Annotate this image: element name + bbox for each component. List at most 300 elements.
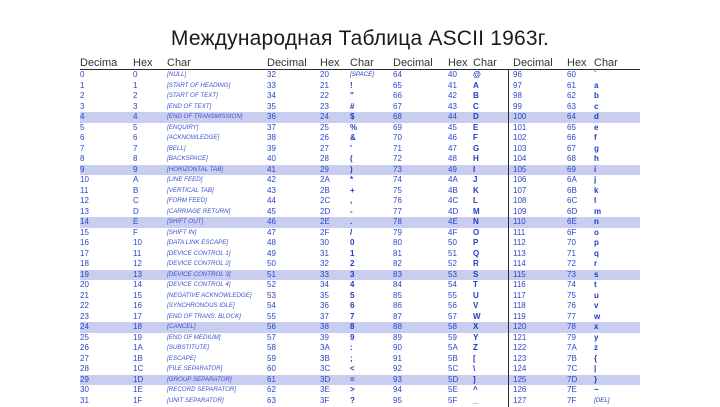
char-cell: @ [473, 70, 481, 79]
decimal-cell: 25 [80, 332, 89, 342]
hex-cell: 2F [320, 227, 330, 237]
char-cell: [END OF TEXT] [167, 102, 212, 110]
table-row [80, 291, 640, 302]
char-cell: ? [350, 395, 355, 405]
decimal-cell: 23 [80, 311, 89, 321]
table-row [80, 333, 640, 344]
decimal-cell: 90 [393, 343, 402, 352]
char-cell: [GROUP SEPARATOR] [167, 375, 232, 383]
decimal-cell: 68 [393, 112, 402, 121]
decimal-cell: 57 [267, 332, 276, 342]
char-cell: + [350, 185, 355, 195]
decimal-cell: 121 [513, 332, 527, 342]
char-cell: = [350, 374, 355, 384]
char-cell: r [594, 259, 598, 268]
decimal-cell: 74 [393, 175, 402, 184]
char-cell: [END OF TRANSMISSION] [167, 113, 243, 120]
char-cell: z [594, 343, 598, 352]
hex-cell: 27 [320, 143, 329, 153]
hex-cell: 77 [567, 311, 576, 321]
hex-cell: 23 [320, 101, 329, 111]
decimal-cell: 17 [80, 248, 89, 258]
decimal-cell: 93 [393, 374, 402, 384]
char-cell: O [473, 227, 480, 237]
hex-cell: 6A [567, 175, 577, 184]
hex-cell: 75 [567, 290, 576, 300]
decimal-cell: 18 [80, 259, 89, 268]
decimal-cell: 31 [80, 395, 89, 405]
char-cell: G [473, 143, 480, 153]
char-cell: ] [473, 374, 476, 384]
header-char-3: Char [473, 57, 497, 69]
char-cell: F [473, 133, 478, 142]
hex-cell: 6 [133, 133, 138, 142]
char-cell: 8 [350, 322, 355, 331]
hex-cell: 52 [448, 259, 457, 268]
hex-cell: 20 [320, 70, 329, 79]
table-row [80, 91, 640, 102]
decimal-cell: 3 [80, 101, 85, 111]
table-row [80, 102, 640, 113]
table-header [80, 57, 640, 70]
table-row [80, 301, 640, 312]
char-cell: h [594, 154, 599, 163]
table-row [80, 249, 640, 260]
char-cell: [DEL] [594, 396, 610, 404]
hex-cell: 8 [133, 154, 138, 163]
hex-cell: 28 [320, 154, 329, 163]
hex-cell: 46 [448, 133, 457, 142]
decimal-cell: 84 [393, 280, 402, 289]
char-cell: [RECORD SEPARATOR] [167, 386, 237, 393]
hex-cell: 1E [133, 385, 143, 394]
hex-cell: 24 [320, 112, 329, 121]
char-cell: I [473, 164, 476, 174]
char-cell: q [594, 248, 599, 258]
char-cell: " [350, 91, 354, 100]
char-cell: \ [473, 364, 476, 373]
decimal-cell: 92 [393, 364, 402, 373]
char-cell: [NEGATIVE ACKNOWLEDGE] [167, 291, 252, 299]
decimal-cell: 28 [80, 364, 89, 373]
decimal-cell: 66 [393, 91, 402, 100]
char-cell: o [594, 227, 599, 237]
decimal-cell: 98 [513, 91, 522, 100]
hex-cell: 2C [320, 196, 331, 205]
char-cell: [DATA LINK ESCAPE] [167, 239, 229, 246]
decimal-cell: 30 [80, 385, 89, 394]
char-cell: C [473, 101, 479, 111]
char-cell: [CANCEL] [167, 323, 196, 330]
hex-cell: 26 [320, 133, 329, 142]
char-cell: 6 [350, 301, 355, 310]
hex-cell: 30 [320, 238, 329, 247]
char-cell: { [594, 353, 598, 363]
decimal-cell: 88 [393, 322, 402, 331]
decimal-cell: 29 [80, 374, 89, 384]
char-cell: [FORM FEED] [167, 197, 207, 204]
table-row [80, 396, 640, 407]
decimal-cell: 52 [267, 280, 276, 289]
decimal-cell: 67 [393, 101, 402, 111]
hex-cell: 59 [448, 332, 457, 342]
decimal-cell: 4 [80, 112, 85, 121]
char-cell: 3 [350, 269, 355, 279]
char-cell: 2 [350, 259, 355, 268]
char-cell: E [473, 122, 479, 132]
table-row [80, 123, 640, 134]
decimal-cell: 87 [393, 311, 402, 321]
char-cell: < [350, 364, 355, 373]
hex-cell: 1D [133, 374, 144, 384]
char-cell: . [350, 217, 353, 226]
hex-cell: 7D [567, 374, 578, 384]
char-cell: Q [473, 248, 480, 258]
decimal-cell: 109 [513, 206, 527, 216]
char-cell: V [473, 301, 479, 310]
decimal-cell: 94 [393, 385, 402, 394]
decimal-cell: 40 [267, 154, 276, 163]
hex-cell: 33 [320, 269, 329, 279]
decimal-cell: 80 [393, 238, 402, 247]
decimal-cell: 64 [393, 70, 402, 79]
decimal-cell: 43 [267, 185, 276, 195]
decimal-cell: 115 [513, 269, 526, 279]
char-cell: A [473, 80, 479, 90]
decimal-cell: 110 [513, 217, 526, 226]
char-cell: S [473, 269, 479, 279]
decimal-cell: 48 [267, 238, 276, 247]
decimal-cell: 81 [393, 248, 402, 258]
decimal-cell: 119 [513, 311, 526, 321]
char-cell: H [473, 154, 479, 163]
char-cell: n [594, 217, 599, 226]
decimal-cell: 100 [513, 112, 527, 121]
hex-cell: 57 [448, 311, 457, 321]
hex-cell: 7F [567, 395, 577, 405]
char-cell: b [594, 91, 599, 100]
char-cell: 1 [350, 248, 355, 258]
char-cell: [UNIT SEPARATOR] [167, 396, 224, 404]
char-cell: [VERTICAL TAB] [167, 186, 214, 194]
char-cell: l [594, 196, 597, 205]
hex-cell: 21 [320, 80, 329, 90]
hex-cell: 50 [448, 238, 457, 247]
hex-cell: 39 [320, 332, 329, 342]
hex-cell: 4A [448, 175, 458, 184]
decimal-cell: 34 [267, 91, 276, 100]
hex-cell: 3 [133, 101, 138, 111]
decimal-cell: 1 [80, 80, 85, 90]
char-cell: : [350, 343, 353, 352]
table-row [80, 280, 640, 291]
char-cell: ' [350, 143, 352, 153]
decimal-cell: 91 [393, 353, 402, 363]
decimal-cell: 44 [267, 196, 276, 205]
hex-cell: 60 [567, 70, 576, 79]
char-cell: i [594, 164, 597, 174]
decimal-cell: 89 [393, 332, 402, 342]
char-cell: , [350, 196, 353, 205]
hex-cell: F [133, 227, 138, 237]
decimal-cell: 125 [513, 374, 527, 384]
decimal-cell: 112 [513, 238, 526, 247]
char-cell: N [473, 217, 479, 226]
hex-cell: 3F [320, 395, 330, 405]
hex-cell: 7C [567, 364, 578, 373]
hex-cell: 4F [448, 227, 458, 237]
decimal-cell: 65 [393, 80, 402, 90]
decimal-cell: 114 [513, 259, 526, 268]
hex-cell: 61 [567, 80, 576, 90]
decimal-cell: 2 [80, 91, 85, 100]
hex-cell: 13 [133, 269, 142, 279]
decimal-cell: 51 [267, 269, 276, 279]
hex-cell: 51 [448, 248, 457, 258]
char-cell: P [473, 238, 479, 247]
header-char-1: Char [167, 57, 191, 69]
hex-cell: 9 [133, 164, 138, 174]
char-cell: T [473, 280, 478, 289]
char-cell: [LINE FEED] [167, 176, 203, 183]
char-cell: & [350, 133, 356, 142]
hex-cell: 6C [567, 196, 578, 205]
char-cell: [START OF HEADING] [167, 81, 231, 89]
hex-cell: 74 [567, 280, 576, 289]
char-cell: [START OF TEXT] [167, 92, 218, 99]
decimal-cell: 86 [393, 301, 402, 310]
decimal-cell: 106 [513, 175, 527, 184]
decimal-cell: 16 [80, 238, 89, 247]
decimal-cell: 78 [393, 217, 402, 226]
decimal-cell: 62 [267, 385, 276, 394]
char-cell: ! [350, 80, 353, 90]
header-hex-1: Hex [133, 57, 153, 69]
table-body [80, 70, 640, 406]
hex-cell: 7A [567, 343, 577, 352]
hex-cell: 4E [448, 217, 458, 226]
char-cell: 5 [350, 290, 355, 300]
decimal-cell: 37 [267, 122, 276, 132]
char-cell: / [350, 227, 353, 237]
hex-cell: 40 [448, 70, 457, 79]
table-row [80, 165, 640, 176]
char-cell: J [473, 175, 478, 184]
decimal-cell: 113 [513, 248, 526, 258]
char-cell: D [473, 112, 479, 121]
char-cell: # [350, 101, 355, 111]
decimal-cell: 11 [80, 185, 89, 195]
hex-cell: 2 [133, 91, 138, 100]
char-cell: y [594, 332, 599, 342]
decimal-cell: 58 [267, 343, 276, 352]
hex-cell: 14 [133, 280, 142, 289]
decimal-cell: 102 [513, 133, 527, 142]
hex-cell: 4C [448, 196, 459, 205]
decimal-cell: 61 [267, 374, 276, 384]
decimal-cell: 33 [267, 80, 276, 90]
char-cell: [ACKNOWLEDGE] [167, 134, 220, 141]
table-row [80, 217, 640, 228]
char-cell: [SHIFT IN] [167, 228, 197, 236]
decimal-cell: 72 [393, 154, 402, 163]
header-decimal-3: Decimal [393, 57, 433, 69]
decimal-cell: 95 [393, 395, 402, 405]
decimal-cell: 69 [393, 122, 402, 132]
hex-cell: 66 [567, 133, 576, 142]
decimal-cell: 122 [513, 343, 527, 352]
hex-cell: 3C [320, 364, 331, 373]
table-row [80, 343, 640, 354]
decimal-cell: 82 [393, 259, 402, 268]
char-cell: [DEVICE CONTROL 2] [167, 260, 231, 267]
hex-cell: 58 [448, 322, 457, 331]
decimal-cell: 77 [393, 206, 402, 216]
hex-cell: 7 [133, 143, 138, 153]
hex-cell: 3A [320, 343, 330, 352]
hex-cell: 53 [448, 269, 457, 279]
table-row [80, 375, 640, 386]
decimal-cell: 54 [267, 301, 276, 310]
decimal-cell: 63 [267, 395, 276, 405]
decimal-cell: 26 [80, 343, 89, 352]
hex-cell: 1 [133, 80, 138, 90]
hex-cell: 1C [133, 364, 144, 373]
decimal-cell: 79 [393, 227, 402, 237]
hex-cell: 67 [567, 143, 576, 153]
decimal-cell: 14 [80, 217, 89, 226]
hex-cell: 17 [133, 311, 142, 321]
table-row [80, 322, 640, 333]
hex-cell: 22 [320, 91, 329, 100]
hex-cell: 5A [448, 343, 458, 352]
decimal-cell: 126 [513, 385, 527, 394]
header-char-2: Char [350, 57, 374, 69]
char-cell: g [594, 143, 599, 153]
table-row [80, 259, 640, 270]
table-row [80, 364, 640, 375]
decimal-cell: 13 [80, 206, 89, 216]
decimal-cell: 45 [267, 206, 276, 216]
char-cell: w [594, 311, 601, 321]
decimal-cell: 123 [513, 353, 527, 363]
char-cell: R [473, 259, 479, 268]
page-title: Международная Таблица ASCII 1963г. [170, 27, 550, 50]
decimal-cell: 8 [80, 154, 85, 163]
char-cell: [ENQUIRY] [167, 123, 199, 131]
decimal-cell: 99 [513, 101, 522, 111]
hex-cell: 64 [567, 112, 576, 121]
decimal-cell: 39 [267, 143, 276, 153]
char-cell: [BELL] [167, 144, 186, 152]
char-cell: 4 [350, 280, 355, 289]
char-cell: - [350, 206, 353, 216]
char-cell: 7 [350, 311, 355, 321]
hex-cell: 4D [448, 206, 459, 216]
hex-cell: 6F [567, 227, 577, 237]
char-cell: Z [473, 343, 478, 352]
char-cell: [CARRIAGE RETURN] [167, 207, 231, 215]
table-row [80, 70, 640, 81]
char-cell: f [594, 133, 597, 142]
char-cell: ( [350, 154, 353, 163]
table-row [80, 385, 640, 396]
decimal-cell: 0 [80, 70, 85, 79]
decimal-cell: 46 [267, 217, 276, 226]
hex-cell: 5C [448, 364, 459, 373]
decimal-cell: 116 [513, 280, 526, 289]
char-cell: * [350, 175, 354, 184]
table-row [80, 207, 640, 218]
char-cell: 0 [350, 238, 355, 247]
hex-cell: 45 [448, 122, 457, 132]
char-cell: K [473, 185, 479, 195]
decimal-cell: 101 [513, 122, 527, 132]
hex-cell: 15 [133, 290, 142, 300]
decimal-cell: 19 [80, 269, 89, 279]
char-cell: ; [350, 353, 353, 363]
ascii-table [80, 57, 640, 406]
hex-cell: 34 [320, 280, 329, 289]
char-cell: v [594, 301, 599, 310]
table-row [80, 175, 640, 186]
char-cell: [HORIZONTAL TAB] [167, 165, 224, 173]
hex-cell: 2A [320, 175, 330, 184]
decimal-cell: 15 [80, 227, 89, 237]
hex-cell: 42 [448, 91, 457, 100]
hex-cell: 7E [567, 385, 577, 394]
hex-cell: 2D [320, 206, 331, 216]
hex-cell: 3E [320, 385, 330, 394]
hex-cell: 5 [133, 122, 138, 132]
decimal-cell: 71 [393, 143, 402, 153]
hex-cell: 71 [567, 248, 576, 258]
hex-cell: 6D [567, 206, 578, 216]
table-row [80, 154, 640, 165]
hex-cell: 65 [567, 122, 576, 132]
hex-cell: 3B [320, 353, 330, 363]
hex-cell: 12 [133, 259, 142, 268]
hex-cell: 54 [448, 280, 457, 289]
char-cell: x [594, 322, 599, 331]
hex-cell: 7B [567, 353, 577, 363]
hex-cell: 2B [320, 185, 330, 195]
hex-cell: 70 [567, 238, 576, 247]
hex-cell: 32 [320, 259, 329, 268]
decimal-cell: 124 [513, 364, 527, 373]
hex-cell: 79 [567, 332, 576, 342]
char-cell: e [594, 122, 599, 132]
char-cell: j [594, 175, 597, 184]
hex-cell: 3D [320, 374, 331, 384]
hex-cell: 73 [567, 269, 576, 279]
hex-cell: 43 [448, 101, 457, 111]
char-cell: ` [594, 70, 597, 79]
column-divider [508, 69, 509, 407]
table-row [80, 112, 640, 123]
decimal-cell: 70 [393, 133, 402, 142]
decimal-cell: 36 [267, 112, 276, 121]
char-cell: [BACKSPACE] [167, 155, 208, 162]
decimal-cell: 76 [393, 196, 402, 205]
hex-cell: 4 [133, 112, 138, 121]
decimal-cell: 35 [267, 101, 276, 111]
hex-cell: D [133, 206, 139, 216]
table-row [80, 270, 640, 281]
decimal-cell: 103 [513, 143, 527, 153]
char-cell: u [594, 290, 599, 300]
decimal-cell: 50 [267, 259, 276, 268]
